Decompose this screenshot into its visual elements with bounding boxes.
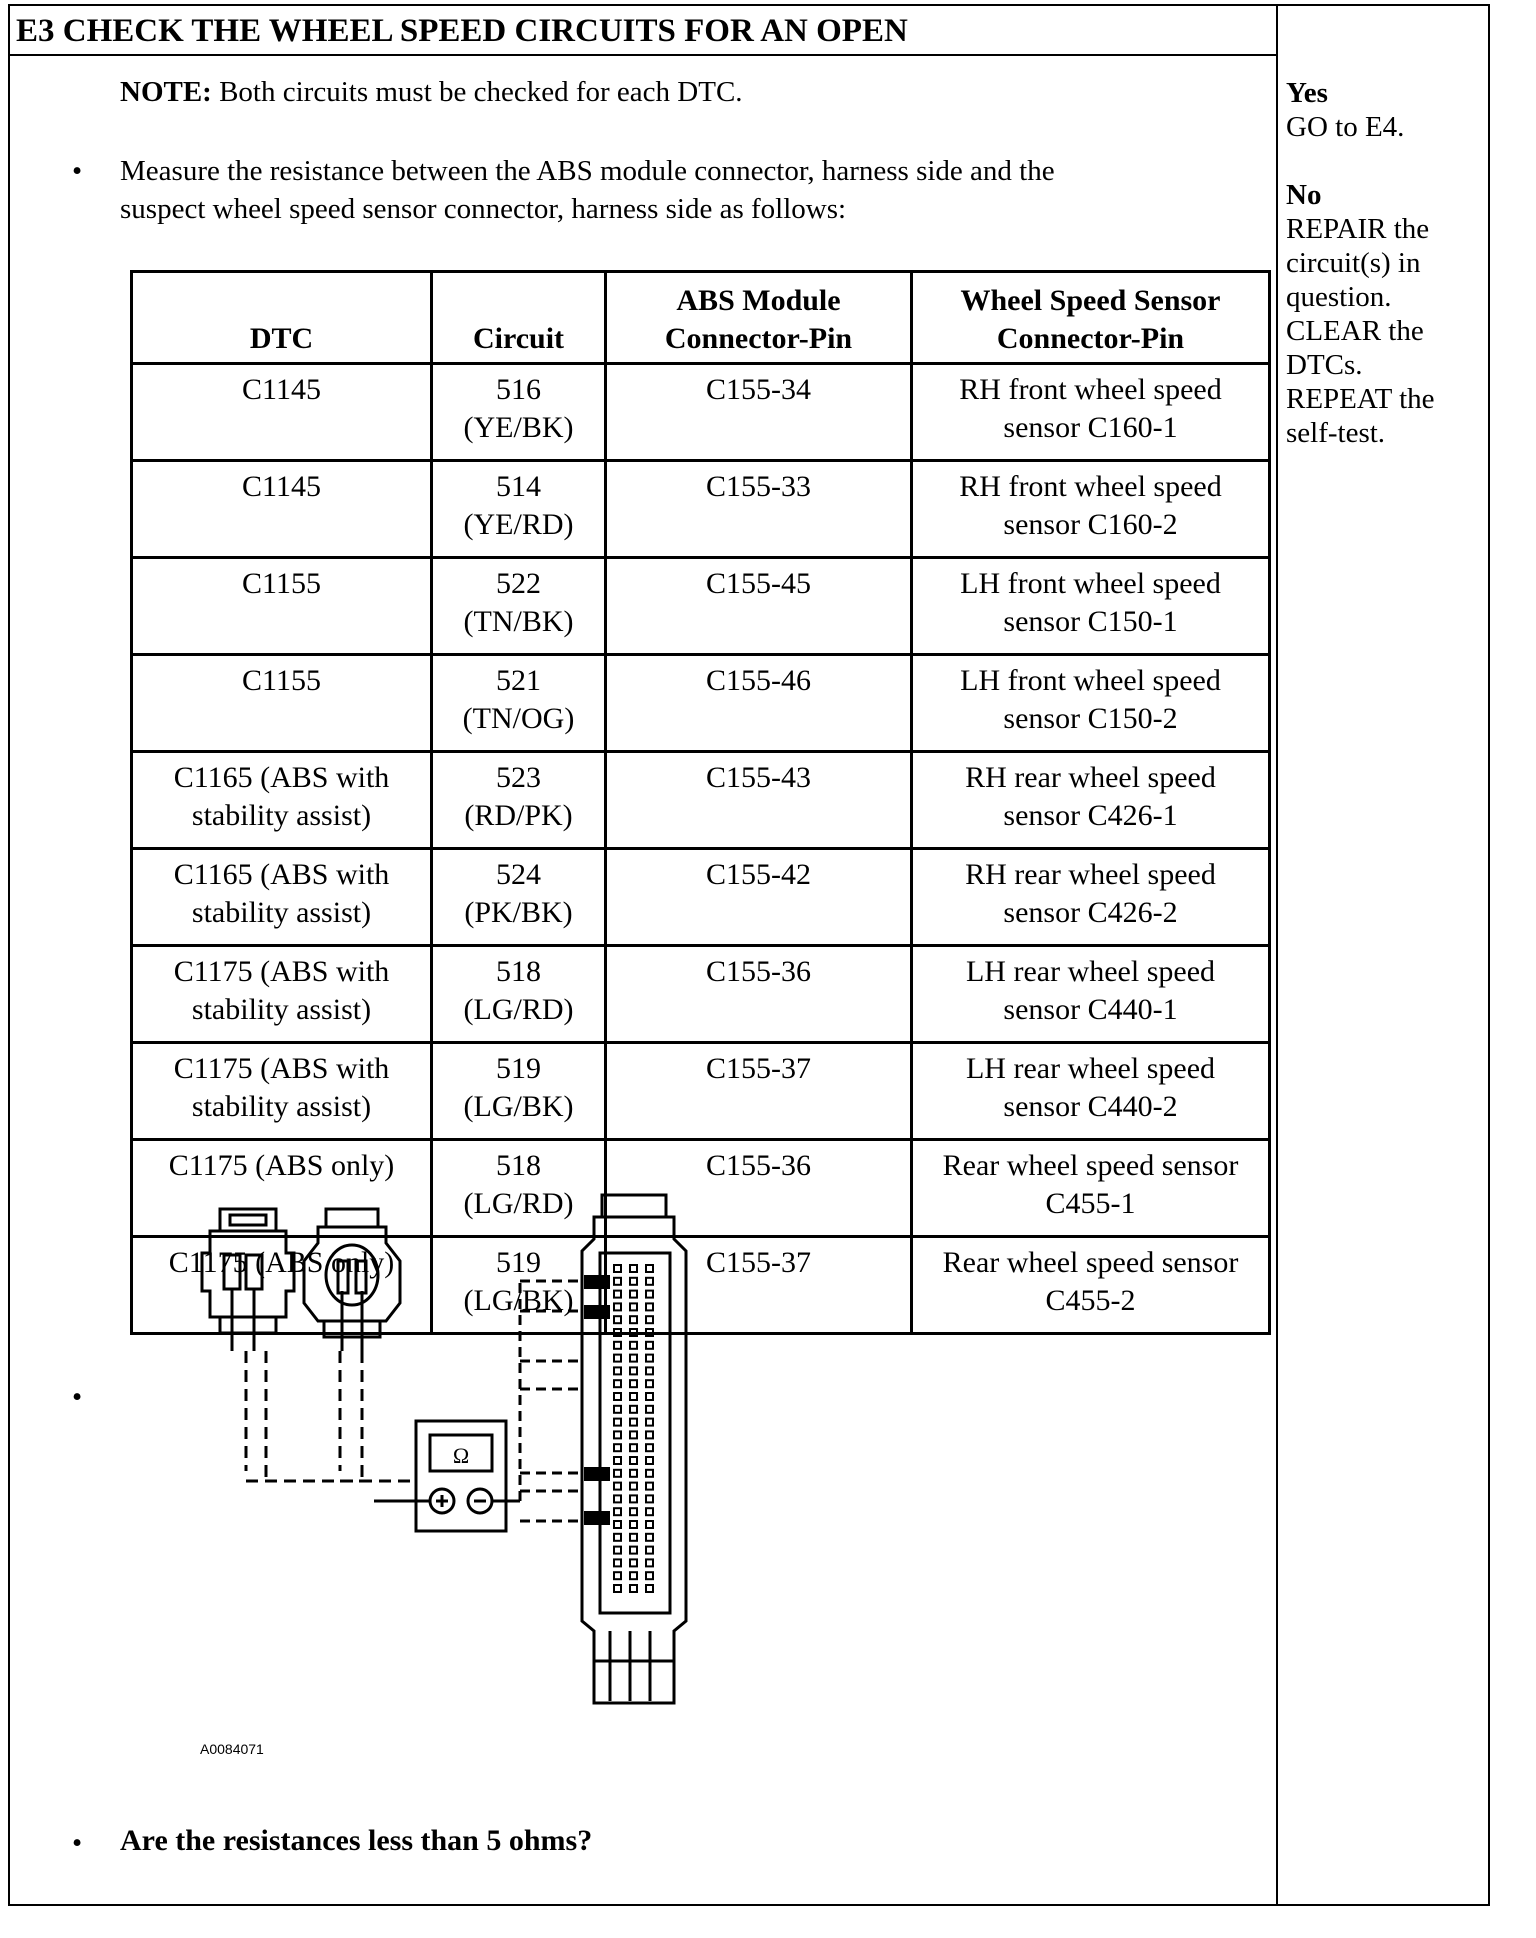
result-column: [1286, 76, 1486, 450]
wiring-diagram: [190, 1191, 710, 1771]
no-label: No: [1286, 179, 1322, 211]
procedure-frame: [8, 4, 1490, 1906]
header-sensor-pin-line: Wheel Speed Sensor: [960, 284, 1221, 317]
cell-sensor-pin-line: sensor C426-1: [1003, 799, 1178, 832]
cell-dtc-line: C1165 (ABS with: [173, 858, 390, 891]
cell-sensor-pin-line: LH front wheel speed: [960, 567, 1221, 600]
cell-circuit-line: 521: [496, 664, 541, 697]
note: [120, 76, 743, 109]
cell-sensor-pin-line: Rear wheel speed sensor: [942, 1149, 1239, 1182]
cell-sensor-pin-line: C455-1: [1045, 1187, 1136, 1220]
cell-sensor-pin-line: sensor C160-2: [1003, 508, 1178, 541]
cell-dtc: [132, 461, 432, 558]
cell-sensor-pin: [912, 1237, 1270, 1334]
cell-sensor-pin-line: sensor C440-1: [1003, 993, 1178, 1026]
cell-sensor-pin: [912, 655, 1270, 752]
cell-circuit: [432, 558, 606, 655]
step-instruction-line: suspect wheel speed sensor connector, harness side as follows:: [120, 193, 847, 225]
cell-circuit: [432, 461, 606, 558]
cell-circuit-line: 518: [496, 955, 541, 988]
table-row: [132, 558, 1270, 655]
no-action-line: REPEAT the: [1286, 383, 1435, 415]
figure-id: A0084071: [200, 1741, 264, 1757]
cell-dtc: [132, 752, 432, 849]
cell-sensor-pin-line: sensor C150-2: [1003, 702, 1178, 735]
sensor-connector-1-icon: [202, 1209, 294, 1351]
cell-abs-pin: [606, 558, 912, 655]
cell-abs-pin-line: C155-42: [706, 858, 811, 891]
note-label: NOTE:: [120, 76, 212, 108]
no-action-line: DTCs.: [1286, 349, 1363, 381]
cell-circuit: [432, 946, 606, 1043]
table-row: [132, 752, 1270, 849]
cell-sensor-pin: [912, 946, 1270, 1043]
cell-sensor-pin-line: sensor C160-1: [1003, 411, 1178, 444]
step-title: E3 CHECK THE WHEEL SPEED CIRCUITS FOR AN OPEN: [10, 6, 1276, 56]
cell-dtc-line: C1155: [242, 567, 321, 600]
sensor-connector-2-icon: [304, 1209, 400, 1351]
cell-circuit-line: (TN/BK): [463, 605, 574, 638]
no-action-line: REPAIR the: [1286, 213, 1430, 245]
step-instruction: [120, 152, 1260, 228]
bullet-icon: •: [72, 155, 83, 187]
cell-abs-pin: [606, 946, 912, 1043]
cell-sensor-pin: [912, 461, 1270, 558]
cell-abs-pin-line: C155-33: [706, 470, 811, 503]
cell-circuit-line: (YE/BK): [463, 411, 574, 444]
cell-abs-pin-line: C155-36: [706, 1149, 811, 1182]
cell-dtc-line: stability assist): [191, 896, 372, 929]
cell-sensor-pin-line: RH front wheel speed: [959, 470, 1222, 503]
cell-dtc: [132, 558, 432, 655]
cell-sensor-pin-line: LH rear wheel speed: [965, 1052, 1216, 1085]
note-text: Both circuits must be checked for each DTC.: [219, 76, 743, 108]
table-row: [132, 1043, 1270, 1140]
cell-abs-pin-line: C155-43: [706, 761, 811, 794]
cell-circuit-line: (LG/RD): [463, 1187, 574, 1220]
table-row: [132, 946, 1270, 1043]
cell-abs-pin: [606, 655, 912, 752]
cell-sensor-pin: [912, 752, 1270, 849]
cell-circuit: [432, 364, 606, 461]
no-action-line: circuit(s) in: [1286, 247, 1421, 279]
cell-abs-pin-line: C155-37: [706, 1246, 811, 1279]
cell-abs-pin-line: C155-46: [706, 664, 811, 697]
yes-label: Yes: [1286, 77, 1328, 109]
cell-circuit-line: 522: [496, 567, 541, 600]
cell-circuit: [432, 655, 606, 752]
header-sensor-pin: [912, 272, 1270, 364]
cell-dtc-line: C1175 (ABS only): [168, 1246, 395, 1279]
cell-abs-pin-line: C155-36: [706, 955, 811, 988]
table-row: [132, 364, 1270, 461]
cell-sensor-pin: [912, 849, 1270, 946]
no-action-line: self-test.: [1286, 417, 1386, 449]
column-divider: [1276, 6, 1278, 1904]
cell-abs-pin-line: C155-34: [706, 373, 811, 406]
cell-circuit-line: (PK/BK): [464, 896, 573, 929]
cell-abs-pin: [606, 849, 912, 946]
header-dtc: DTC: [132, 272, 432, 364]
yes-action: GO to E4.: [1286, 111, 1405, 143]
cell-circuit-line: 519: [496, 1052, 541, 1085]
bullet-icon: •: [72, 1827, 83, 1859]
cell-dtc: [132, 364, 432, 461]
cell-abs-pin: [606, 1043, 912, 1140]
cell-dtc-line: C1145: [242, 470, 321, 503]
cell-circuit-line: 524: [496, 858, 541, 891]
dtc-table: [130, 270, 1271, 1335]
no-action-line: CLEAR the: [1286, 315, 1424, 347]
cell-sensor-pin-line: RH rear wheel speed: [965, 761, 1216, 794]
header-sensor-pin-line: Connector-Pin: [996, 322, 1185, 355]
cell-circuit-line: 518: [496, 1149, 541, 1182]
cell-abs-pin-line: C155-45: [706, 567, 811, 600]
cell-dtc-line: C1165 (ABS with: [173, 761, 390, 794]
header-abs-pin-line: Connector-Pin: [664, 322, 853, 355]
cell-dtc-line: C1155: [242, 664, 321, 697]
cell-circuit-line: 516: [496, 373, 541, 406]
cell-dtc-line: stability assist): [191, 799, 372, 832]
cell-dtc: [132, 655, 432, 752]
table-row: [132, 849, 1270, 946]
cell-sensor-pin: [912, 364, 1270, 461]
cell-circuit-line: 514: [496, 470, 541, 503]
table-row: [132, 655, 1270, 752]
cell-circuit-line: 523: [496, 761, 541, 794]
cell-circuit-line: (LG/RD): [463, 993, 574, 1026]
cell-circuit: [432, 849, 606, 946]
table-row: [132, 461, 1270, 558]
cell-circuit: [432, 752, 606, 849]
cell-circuit-line: (LG/BK): [463, 1284, 574, 1317]
cell-circuit-line: (YE/RD): [463, 508, 574, 541]
cell-dtc-line: C1175 (ABS only): [168, 1149, 395, 1182]
no-action-line: question.: [1286, 281, 1392, 313]
cell-dtc-line: C1175 (ABS with: [173, 1052, 390, 1085]
table-header-row: [132, 272, 1270, 364]
cell-circuit-line: (RD/PK): [464, 799, 573, 832]
cell-sensor-pin: [912, 1140, 1270, 1237]
cell-sensor-pin-line: sensor C150-1: [1003, 605, 1178, 638]
cell-circuit-line: 519: [496, 1246, 541, 1279]
header-abs-pin: [606, 272, 912, 364]
cell-sensor-pin-line: C455-2: [1045, 1284, 1136, 1317]
bullet-icon: •: [72, 1381, 83, 1413]
header-circuit: Circuit: [432, 272, 606, 364]
cell-sensor-pin-line: LH front wheel speed: [960, 664, 1221, 697]
header-abs-pin-line: ABS Module: [676, 284, 841, 317]
cell-sensor-pin-line: sensor C440-2: [1003, 1090, 1178, 1123]
cell-dtc: [132, 1043, 432, 1140]
cell-dtc: [132, 849, 432, 946]
cell-dtc-line: C1145: [242, 373, 321, 406]
cell-sensor-pin-line: RH front wheel speed: [959, 373, 1222, 406]
cell-abs-pin: [606, 364, 912, 461]
meter-ohm-symbol: Ω: [452, 1443, 470, 1468]
cell-abs-pin-line: C155-37: [706, 1052, 811, 1085]
cell-dtc-line: stability assist): [191, 993, 372, 1026]
abs-pin-grid-icon: [614, 1265, 653, 1592]
cell-abs-pin: [606, 752, 912, 849]
cell-circuit-line: (LG/BK): [463, 1090, 574, 1123]
question-text: Are the resistances less than 5 ohms?: [120, 1824, 593, 1857]
step-instruction-line: Measure the resistance between the ABS module connector, harness side and the: [120, 155, 1055, 187]
cell-sensor-pin-line: Rear wheel speed sensor: [942, 1246, 1239, 1279]
cell-abs-pin: [606, 461, 912, 558]
cell-sensor-pin-line: RH rear wheel speed: [965, 858, 1216, 891]
cell-sensor-pin-line: LH rear wheel speed: [965, 955, 1216, 988]
cell-dtc-line: stability assist): [191, 1090, 372, 1123]
cell-sensor-pin: [912, 558, 1270, 655]
cell-sensor-pin-line: sensor C426-2: [1003, 896, 1178, 929]
cell-sensor-pin: [912, 1043, 1270, 1140]
cell-circuit: [432, 1043, 606, 1140]
cell-dtc-line: C1175 (ABS with: [173, 955, 390, 988]
abs-connector-pins-icon: [584, 1275, 610, 1525]
cell-circuit-line: (TN/OG): [462, 702, 575, 735]
cell-dtc: [132, 946, 432, 1043]
ohmmeter-icon: [416, 1421, 506, 1531]
